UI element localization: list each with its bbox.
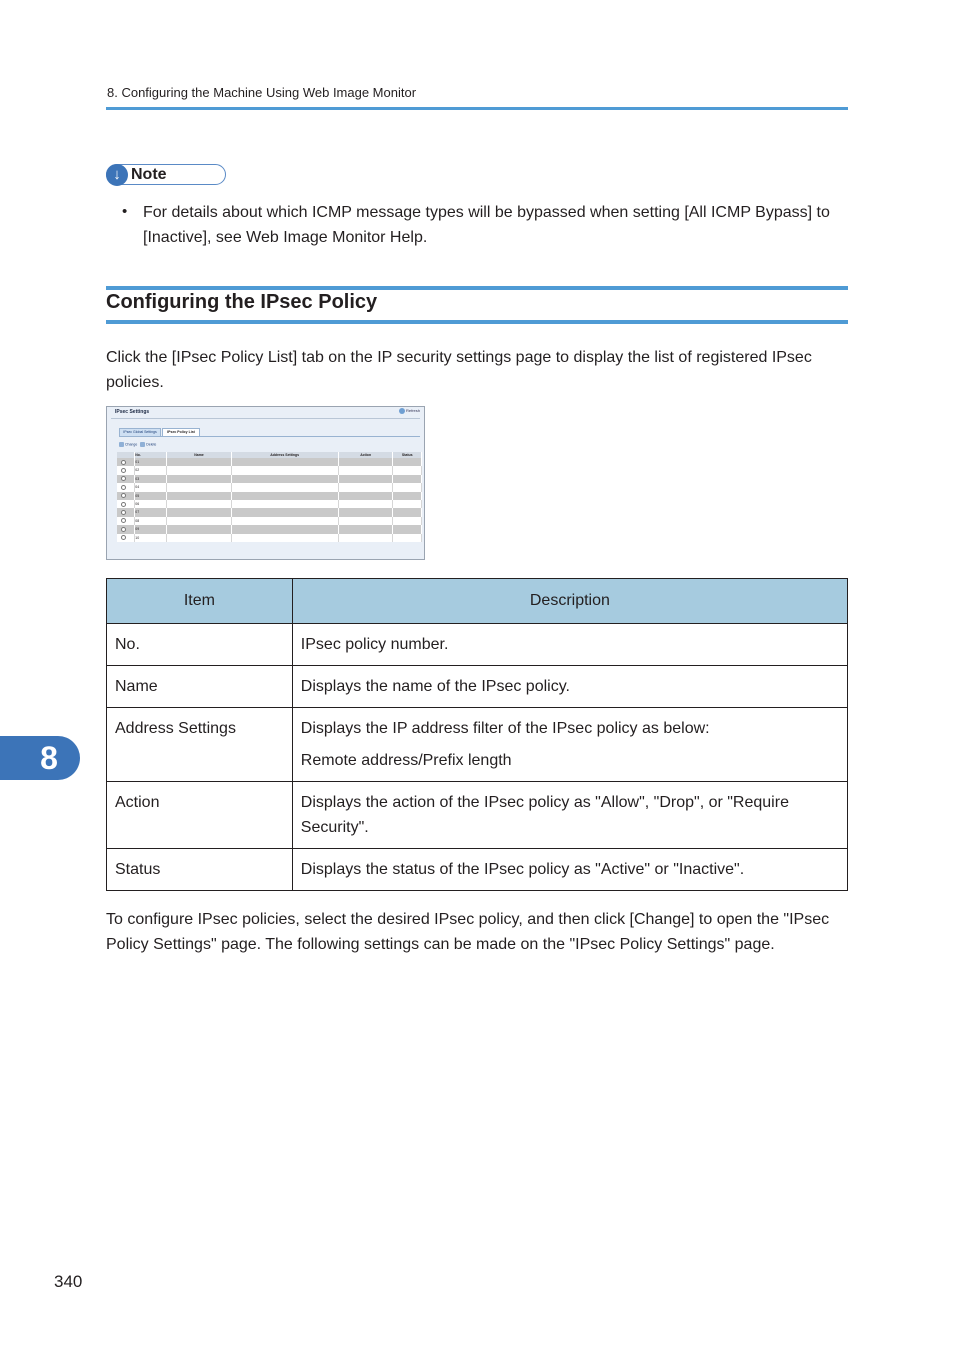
radio-icon xyxy=(121,527,126,532)
screenshot-title: IPsec Settings xyxy=(115,409,150,415)
column-header-description: Description xyxy=(292,579,847,624)
refresh-link: Refresh xyxy=(399,408,420,414)
radio-icon xyxy=(121,476,126,481)
refresh-icon xyxy=(399,408,405,414)
section-rule-bottom xyxy=(106,320,848,324)
table-row: 10 xyxy=(117,534,422,542)
running-header: 8. Configuring the Machine Using Web Image Monitor xyxy=(107,85,417,100)
radio-icon xyxy=(121,535,126,540)
table-row: Address Settings Displays the IP address filter of the IPsec policy as below: Remote address/Prefix length xyxy=(107,708,848,782)
delete-button: Delete xyxy=(146,442,157,447)
table-row: 03 xyxy=(117,475,422,483)
column-header-item: Item xyxy=(107,579,293,624)
note-label: Note xyxy=(131,166,167,183)
table-row: 06 xyxy=(117,500,422,508)
page-number: 340 xyxy=(54,1272,83,1291)
radio-icon xyxy=(121,518,126,523)
table-row: Status Displays the status of the IPsec policy as "Active" or "Inactive". xyxy=(107,849,848,891)
change-button: Change xyxy=(125,442,138,447)
table-row: 08 xyxy=(117,517,422,525)
radio-icon xyxy=(121,502,126,507)
delete-icon xyxy=(140,442,145,447)
table-row: 02 xyxy=(117,466,422,474)
tab-ipsec-global-settings: IPsec Global Settings xyxy=(119,428,161,437)
ipsec-policy-description-table xyxy=(106,578,848,891)
tab-ipsec-policy-list: IPsec Policy List xyxy=(162,428,200,437)
table-row: 01 xyxy=(117,458,422,466)
bullet-icon: • xyxy=(122,203,128,220)
screenshot-policy-table: No. Name Address Settings Action Status 01 02 03 04 05 06 07 08 09 10 xyxy=(117,452,422,542)
table-row: 05 xyxy=(117,492,422,500)
radio-icon xyxy=(121,510,126,515)
table-row: Action Displays the action of the IPsec policy as "Allow", "Drop", or "Require Security". xyxy=(107,782,848,849)
arrow-down-icon: ↓ xyxy=(106,164,128,186)
section-rule-top xyxy=(106,286,848,290)
change-icon xyxy=(119,442,124,447)
section-title: Configuring the IPsec Policy xyxy=(106,291,378,313)
closing-paragraph: To configure IPsec policies, select the desired IPsec policy, and then click [Change] to open the "IPsec Policy Settings" page. The following settings can be made on the "IPsec Policy Settings" page. xyxy=(106,911,830,953)
table-row: 07 xyxy=(117,508,422,516)
screenshot-buttons xyxy=(119,442,156,447)
radio-icon xyxy=(121,468,126,473)
table-row: No. IPsec policy number. xyxy=(107,624,848,666)
section-intro: Click the [IPsec Policy List] tab on the IP security settings page to display the list of registered IPsec policies. xyxy=(106,349,812,391)
ipsec-policy-list-screenshot xyxy=(106,406,425,560)
note-text: For details about which ICMP message types will be bypassed when setting [All ICMP Bypass] to [Inactive], see Web Image Monitor Help. xyxy=(143,204,830,246)
header-rule xyxy=(106,107,848,110)
table-row: 04 xyxy=(117,483,422,491)
table-row: Name Displays the name of the IPsec policy. xyxy=(107,666,848,708)
radio-icon xyxy=(121,460,126,465)
radio-icon xyxy=(121,485,126,490)
table-row: 09 xyxy=(117,525,422,533)
radio-icon xyxy=(121,493,126,498)
chapter-tab: 8 xyxy=(0,736,80,780)
